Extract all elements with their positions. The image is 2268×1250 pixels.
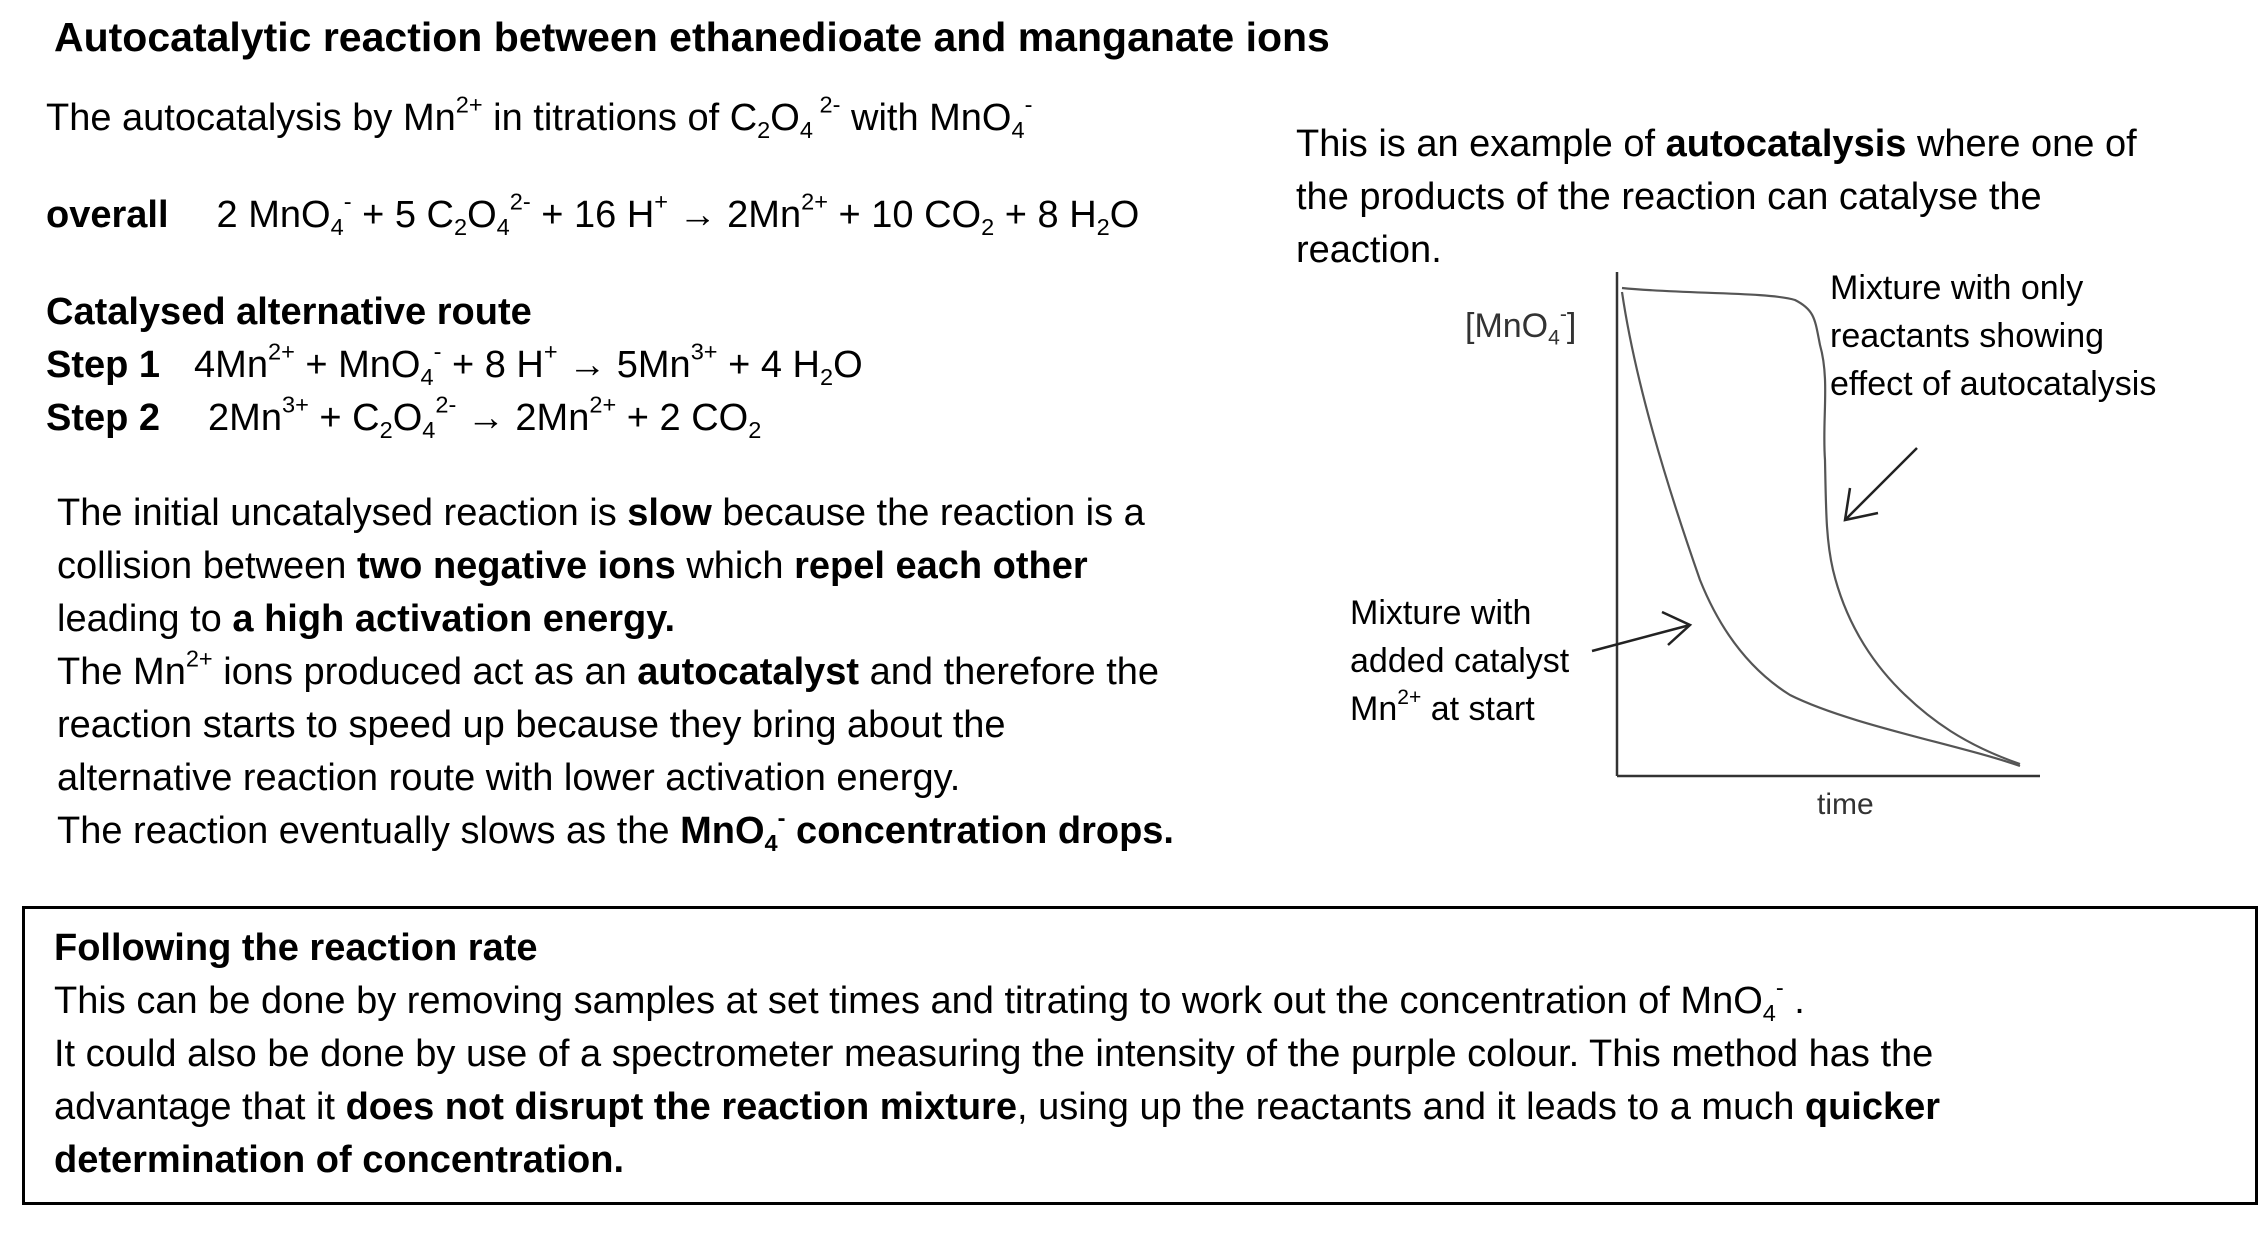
label-only-reactants: Mixture with only reactants showing effect of autocatalysis [1830,269,2157,403]
autocatalysis-paragraph [1296,118,2137,277]
explanation-line-3: leading to a high activation energy. [57,598,676,640]
arrow-to-catalysed [1592,612,1690,651]
autocatalysis-line-3: reaction. [1296,229,1442,271]
rate-title: Following the reaction rate [54,927,538,969]
page-title: Autocatalytic reaction between ethanedioate and manganate ions [54,14,1330,60]
label-added-catalyst: Mixture with added catalyst $Mn^{2+}$ at start [1350,594,1570,728]
explanation-line-4: The $Mn^{2+}$ ions produced act as an autocatalyst and therefore the [57,645,1160,693]
step-1-equation: Step 1 $4Mn^{2+} + MnO_4^- + 8$ $H^+ \to 5Mn^{3+} + 4$ $H_2O$ [46,338,863,391]
step-2-equation: Step 2 $2Mn^{3+} + C_2O_4^{2-} \to 2Mn^{2+} + 2$ $CO_2$ [46,391,762,444]
explanation-line-2: collision between two negative ions which repel each other [57,545,1088,587]
rate-line-2: It could also be done by use of a spectrometer measuring the intensity of the purple colour. This method has the [54,1033,1934,1075]
x-axis-label: time [1817,788,1874,821]
autocatalysis-line-2: the products of the reaction can catalyse the [1296,176,2042,218]
step-2-label: Step 2 [46,397,161,439]
explanation-line-7: The reaction eventually slows as the MnO$_4$- concentration drops. [57,804,1174,857]
explanation-paragraph [57,487,1174,858]
arrow-to-uncatalysed [1845,448,1917,520]
explanation-line-6: alternative reaction route with lower activation energy. [57,757,961,799]
explanation-line-5: reaction starts to speed up because they bring about the [57,704,1006,746]
route-heading: Catalysed alternative route [46,291,532,333]
step-1-label: Step 1 [46,344,161,386]
autocatalysis-line-1: This is an example of autocatalysis where one of [1296,123,2137,165]
reaction-rate-content [54,922,1940,1187]
intro-line: The autocatalysis by $Mn^{2+}$ in titrations of $C_2O_4$ $^{2-}$ with MnO$_4$- [46,91,1033,144]
rate-line-4: determination of concentration. [54,1139,625,1181]
overall-equation: overall 2 MnO$_4$- + 5 $C_2O_4^{2-} + 16$ $H^+ \to 2Mn^{2+} + 10$ $CO_2 + 8$ $H_2O$ [46,188,1140,241]
y-axis-label: [MnO$_4$-] [1465,303,1577,350]
explanation-line-1: The initial uncatalysed reaction is slow because the reaction is a [57,492,1145,534]
rate-line-1: This can be done by removing samples at set times and titrating to work out the concentration of MnO$_4$- . [54,974,1805,1027]
rate-line-3: advantage that it does not disrupt the reaction mixture, using up the reactants and it leads to a much quicker [54,1086,1941,1128]
overall-label: overall [46,194,169,236]
